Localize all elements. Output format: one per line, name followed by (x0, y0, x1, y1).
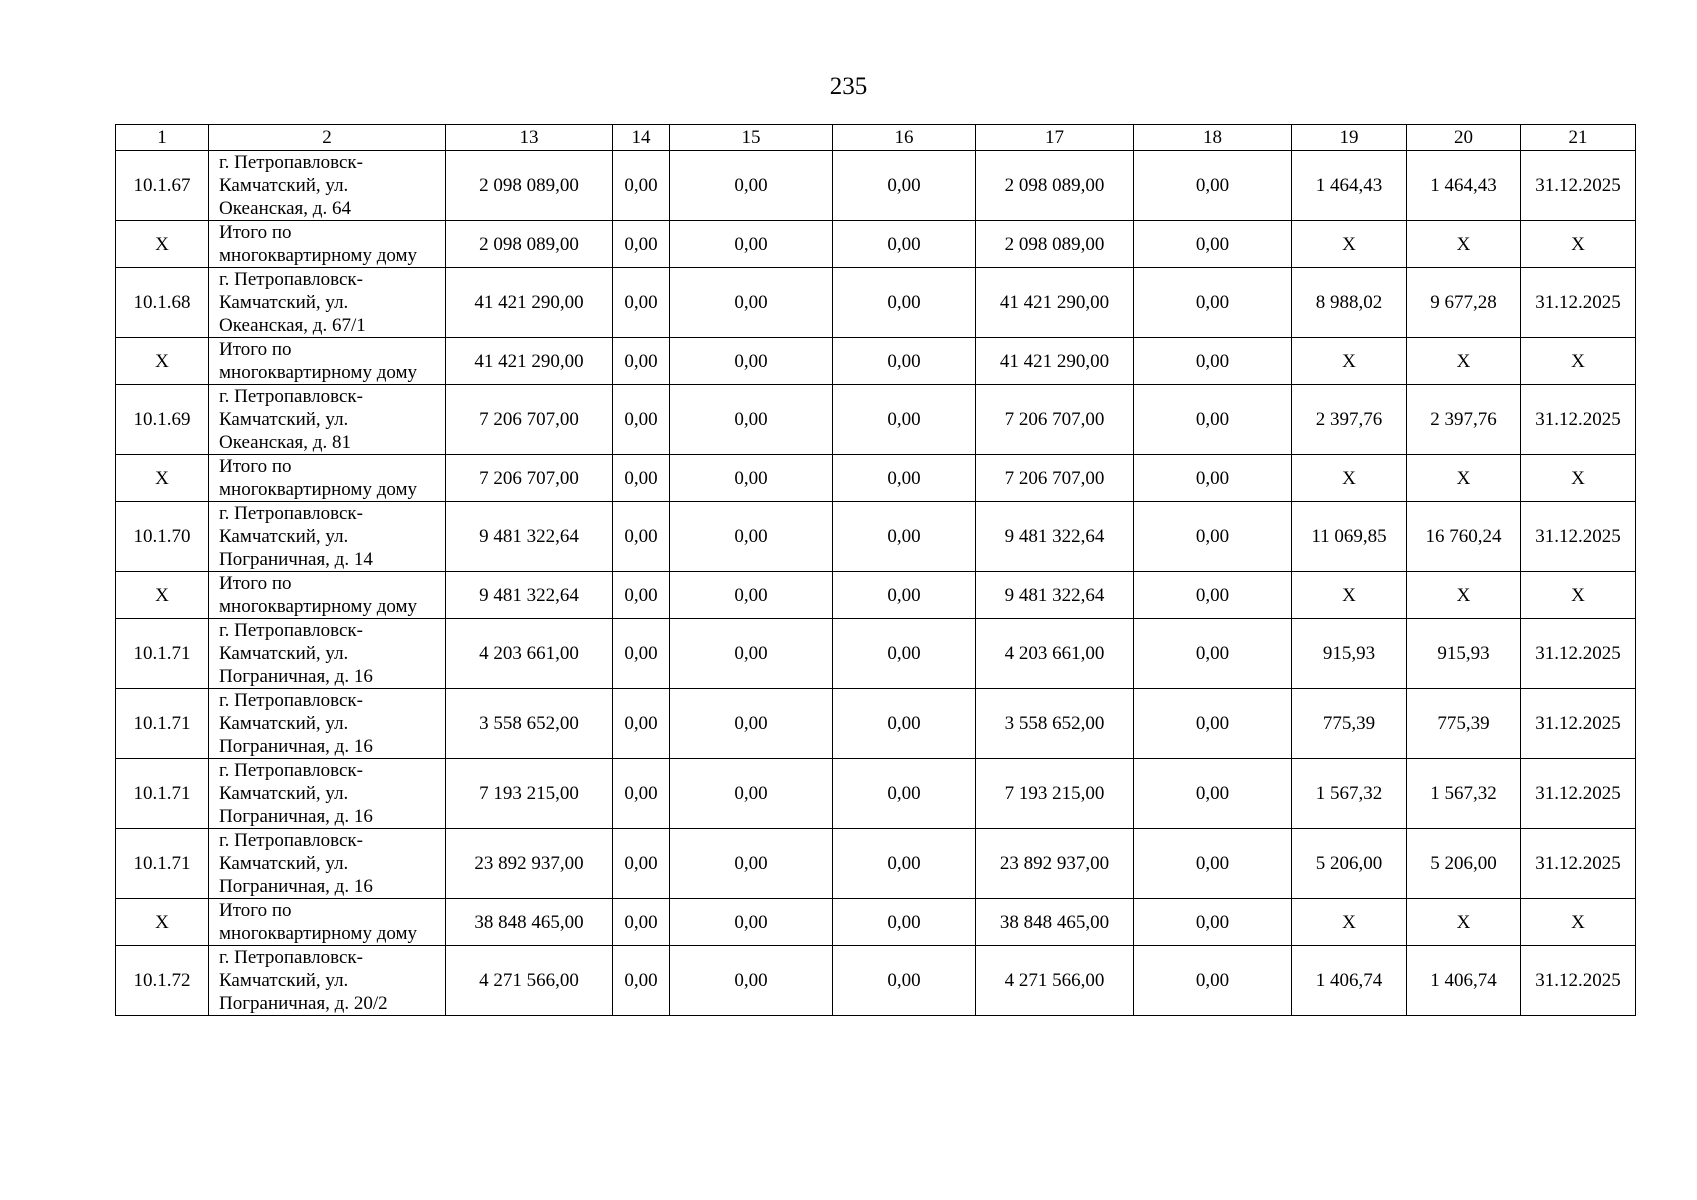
address-cell (209, 829, 446, 899)
cell-c15: 0,00 (670, 946, 833, 1016)
cell-c16: 0,00 (833, 899, 976, 946)
address-line: Пограничная, д. 16 (219, 876, 373, 897)
cell-c17: 9 481 322,64 (976, 502, 1134, 572)
cell-c16: 0,00 (833, 759, 976, 829)
address-cell (209, 619, 446, 689)
cell-c14: 0,00 (613, 899, 670, 946)
table-row (116, 946, 1636, 1016)
cell-c15: 0,00 (670, 268, 833, 338)
cell-c1: X (116, 572, 209, 619)
address-cell (209, 455, 446, 502)
cell-c14: 0,00 (613, 619, 670, 689)
address-line: г. Петропавловск- (219, 690, 363, 711)
cell-c13: 3 558 652,00 (446, 689, 613, 759)
address-cell (209, 689, 446, 759)
cell-c16: 0,00 (833, 829, 976, 899)
table-row (116, 151, 1636, 221)
cell-c16: 0,00 (833, 946, 976, 1016)
cell-c13: 41 421 290,00 (446, 268, 613, 338)
address-cell (209, 899, 446, 946)
cell-c14: 0,00 (613, 151, 670, 221)
cell-c17: 4 203 661,00 (976, 619, 1134, 689)
cell-c19: X (1292, 338, 1407, 385)
address-line: г. Петропавловск- (219, 947, 363, 968)
cell-c18: 0,00 (1134, 221, 1292, 268)
table-row (116, 759, 1636, 829)
address-cell (209, 221, 446, 268)
cell-c17: 9 481 322,64 (976, 572, 1134, 619)
cell-c15: 0,00 (670, 829, 833, 899)
cell-c15: 0,00 (670, 221, 833, 268)
cell-c20: 775,39 (1407, 689, 1521, 759)
header-cell: 20 (1407, 125, 1521, 151)
cell-c18: 0,00 (1134, 455, 1292, 502)
cell-c17: 23 892 937,00 (976, 829, 1134, 899)
cell-c13: 2 098 089,00 (446, 151, 613, 221)
cell-c20: 915,93 (1407, 619, 1521, 689)
cell-c17: 38 848 465,00 (976, 899, 1134, 946)
cell-c19: 5 206,00 (1292, 829, 1407, 899)
address-line: Итого по (219, 900, 292, 921)
address-cell (209, 946, 446, 1016)
cell-c21: 31.12.2025 (1521, 829, 1636, 899)
subtotal-row (116, 455, 1636, 502)
cell-c1: 10.1.70 (116, 502, 209, 572)
cell-c1: 10.1.71 (116, 829, 209, 899)
cell-c18: 0,00 (1134, 899, 1292, 946)
address-line: г. Петропавловск- (219, 830, 363, 851)
address-line: Камчатский, ул. (219, 970, 349, 991)
cell-c15: 0,00 (670, 759, 833, 829)
cell-c1: 10.1.71 (116, 689, 209, 759)
cell-c14: 0,00 (613, 338, 670, 385)
cell-c13: 7 193 215,00 (446, 759, 613, 829)
cell-c17: 2 098 089,00 (976, 221, 1134, 268)
cell-c19: 8 988,02 (1292, 268, 1407, 338)
cell-c19: 1 567,32 (1292, 759, 1407, 829)
cell-c18: 0,00 (1134, 946, 1292, 1016)
cell-c21: X (1521, 899, 1636, 946)
address-line: г. Петропавловск- (219, 269, 363, 290)
cell-c19: X (1292, 899, 1407, 946)
cell-c13: 4 203 661,00 (446, 619, 613, 689)
page-number: 235 (829, 73, 868, 100)
cell-c20: X (1407, 338, 1521, 385)
cell-c16: 0,00 (833, 151, 976, 221)
cell-c15: 0,00 (670, 455, 833, 502)
cell-c18: 0,00 (1134, 268, 1292, 338)
cell-c17: 2 098 089,00 (976, 151, 1134, 221)
table-row (116, 619, 1636, 689)
cell-c1: X (116, 338, 209, 385)
address-line: г. Петропавловск- (219, 620, 363, 641)
cell-c1: X (116, 221, 209, 268)
cell-c13: 4 271 566,00 (446, 946, 613, 1016)
cell-c14: 0,00 (613, 759, 670, 829)
cell-c19: 915,93 (1292, 619, 1407, 689)
header-cell: 2 (209, 125, 446, 151)
subtotal-row (116, 899, 1636, 946)
cell-c17: 41 421 290,00 (976, 338, 1134, 385)
cell-c13: 9 481 322,64 (446, 502, 613, 572)
cell-c20: 1 406,74 (1407, 946, 1521, 1016)
header-cell: 21 (1521, 125, 1636, 151)
data-table (115, 124, 1636, 1016)
cell-c18: 0,00 (1134, 151, 1292, 221)
address-line: Итого по (219, 573, 292, 594)
cell-c19: X (1292, 572, 1407, 619)
cell-c14: 0,00 (613, 502, 670, 572)
cell-c13: 41 421 290,00 (446, 338, 613, 385)
address-line: многоквартирному дому (219, 362, 418, 383)
header-cell: 17 (976, 125, 1134, 151)
address-line: Камчатский, ул. (219, 409, 349, 430)
cell-c18: 0,00 (1134, 385, 1292, 455)
cell-c19: X (1292, 455, 1407, 502)
address-cell (209, 151, 446, 221)
subtotal-row (116, 572, 1636, 619)
cell-c15: 0,00 (670, 689, 833, 759)
cell-c18: 0,00 (1134, 829, 1292, 899)
cell-c15: 0,00 (670, 502, 833, 572)
header-cell: 14 (613, 125, 670, 151)
cell-c13: 7 206 707,00 (446, 455, 613, 502)
cell-c20: X (1407, 455, 1521, 502)
address-line: г. Петропавловск- (219, 386, 363, 407)
cell-c21: X (1521, 572, 1636, 619)
cell-c21: 31.12.2025 (1521, 502, 1636, 572)
table-row (116, 385, 1636, 455)
address-line: Океанская, д. 81 (219, 432, 351, 453)
cell-c16: 0,00 (833, 338, 976, 385)
cell-c20: X (1407, 572, 1521, 619)
cell-c16: 0,00 (833, 502, 976, 572)
cell-c15: 0,00 (670, 619, 833, 689)
address-line: Итого по (219, 339, 292, 360)
cell-c20: X (1407, 899, 1521, 946)
cell-c1: 10.1.71 (116, 619, 209, 689)
header-cell: 15 (670, 125, 833, 151)
address-cell (209, 268, 446, 338)
table-row (116, 502, 1636, 572)
address-line: г. Петропавловск- (219, 760, 363, 781)
cell-c17: 41 421 290,00 (976, 268, 1134, 338)
cell-c16: 0,00 (833, 455, 976, 502)
cell-c20: 5 206,00 (1407, 829, 1521, 899)
cell-c15: 0,00 (670, 899, 833, 946)
cell-c16: 0,00 (833, 221, 976, 268)
address-line: Пограничная, д. 16 (219, 736, 373, 757)
cell-c14: 0,00 (613, 455, 670, 502)
cell-c21: 31.12.2025 (1521, 946, 1636, 1016)
subtotal-row (116, 221, 1636, 268)
address-cell (209, 385, 446, 455)
cell-c21: X (1521, 221, 1636, 268)
cell-c18: 0,00 (1134, 619, 1292, 689)
cell-c14: 0,00 (613, 689, 670, 759)
subtotal-row (116, 338, 1636, 385)
address-line: Итого по (219, 222, 292, 243)
address-line: Пограничная, д. 20/2 (219, 993, 388, 1014)
table-body (116, 125, 1636, 1016)
cell-c18: 0,00 (1134, 759, 1292, 829)
address-line: многоквартирному дому (219, 923, 418, 944)
cell-c18: 0,00 (1134, 572, 1292, 619)
cell-c21: X (1521, 338, 1636, 385)
cell-c1: X (116, 899, 209, 946)
header-cell: 1 (116, 125, 209, 151)
cell-c21: 31.12.2025 (1521, 619, 1636, 689)
cell-c21: 31.12.2025 (1521, 759, 1636, 829)
table-row (116, 689, 1636, 759)
cell-c16: 0,00 (833, 689, 976, 759)
cell-c19: 2 397,76 (1292, 385, 1407, 455)
cell-c16: 0,00 (833, 385, 976, 455)
cell-c21: X (1521, 455, 1636, 502)
cell-c20: 2 397,76 (1407, 385, 1521, 455)
cell-c21: 31.12.2025 (1521, 385, 1636, 455)
cell-c16: 0,00 (833, 268, 976, 338)
address-line: Океанская, д. 67/1 (219, 315, 366, 336)
address-line: Камчатский, ул. (219, 713, 349, 734)
cell-c19: 1 406,74 (1292, 946, 1407, 1016)
header-cell: 19 (1292, 125, 1407, 151)
cell-c15: 0,00 (670, 385, 833, 455)
header-cell: 16 (833, 125, 976, 151)
cell-c14: 0,00 (613, 221, 670, 268)
cell-c20: 1 567,32 (1407, 759, 1521, 829)
cell-c17: 7 206 707,00 (976, 385, 1134, 455)
cell-c19: 1 464,43 (1292, 151, 1407, 221)
address-line: многоквартирному дому (219, 596, 418, 617)
address-line: Камчатский, ул. (219, 643, 349, 664)
cell-c13: 9 481 322,64 (446, 572, 613, 619)
address-line: многоквартирному дому (219, 479, 418, 500)
address-line: Камчатский, ул. (219, 783, 349, 804)
address-line: Океанская, д. 64 (219, 198, 351, 219)
cell-c14: 0,00 (613, 385, 670, 455)
header-row (116, 125, 1636, 151)
cell-c18: 0,00 (1134, 338, 1292, 385)
address-line: многоквартирному дому (219, 245, 418, 266)
cell-c13: 38 848 465,00 (446, 899, 613, 946)
cell-c18: 0,00 (1134, 502, 1292, 572)
cell-c13: 23 892 937,00 (446, 829, 613, 899)
cell-c15: 0,00 (670, 572, 833, 619)
cell-c19: 775,39 (1292, 689, 1407, 759)
header-cell: 18 (1134, 125, 1292, 151)
cell-c17: 7 206 707,00 (976, 455, 1134, 502)
cell-c20: 9 677,28 (1407, 268, 1521, 338)
cell-c1: 10.1.67 (116, 151, 209, 221)
address-line: Камчатский, ул. (219, 292, 349, 313)
cell-c15: 0,00 (670, 151, 833, 221)
cell-c15: 0,00 (670, 338, 833, 385)
table-row (116, 268, 1636, 338)
cell-c20: 1 464,43 (1407, 151, 1521, 221)
cell-c14: 0,00 (613, 946, 670, 1016)
address-line: Пограничная, д. 14 (219, 549, 373, 570)
cell-c17: 3 558 652,00 (976, 689, 1134, 759)
header-cell: 13 (446, 125, 613, 151)
cell-c1: X (116, 455, 209, 502)
cell-c21: 31.12.2025 (1521, 268, 1636, 338)
cell-c13: 2 098 089,00 (446, 221, 613, 268)
table-row (116, 829, 1636, 899)
address-cell (209, 759, 446, 829)
cell-c21: 31.12.2025 (1521, 151, 1636, 221)
address-line: Пограничная, д. 16 (219, 666, 373, 687)
address-cell (209, 502, 446, 572)
address-line: Камчатский, ул. (219, 175, 349, 196)
address-line: г. Петропавловск- (219, 503, 363, 524)
address-line: Итого по (219, 456, 292, 477)
cell-c17: 4 271 566,00 (976, 946, 1134, 1016)
cell-c1: 10.1.71 (116, 759, 209, 829)
cell-c20: X (1407, 221, 1521, 268)
cell-c1: 10.1.72 (116, 946, 209, 1016)
address-cell (209, 572, 446, 619)
address-line: Пограничная, д. 16 (219, 806, 373, 827)
cell-c18: 0,00 (1134, 689, 1292, 759)
address-cell (209, 338, 446, 385)
cell-c17: 7 193 215,00 (976, 759, 1134, 829)
cell-c20: 16 760,24 (1407, 502, 1521, 572)
address-line: Камчатский, ул. (219, 526, 349, 547)
cell-c14: 0,00 (613, 572, 670, 619)
cell-c16: 0,00 (833, 619, 976, 689)
cell-c14: 0,00 (613, 268, 670, 338)
address-line: г. Петропавловск- (219, 152, 363, 173)
cell-c1: 10.1.69 (116, 385, 209, 455)
cell-c13: 7 206 707,00 (446, 385, 613, 455)
cell-c21: 31.12.2025 (1521, 689, 1636, 759)
address-line: Камчатский, ул. (219, 853, 349, 874)
cell-c1: 10.1.68 (116, 268, 209, 338)
cell-c16: 0,00 (833, 572, 976, 619)
cell-c14: 0,00 (613, 829, 670, 899)
cell-c19: X (1292, 221, 1407, 268)
cell-c19: 11 069,85 (1292, 502, 1407, 572)
